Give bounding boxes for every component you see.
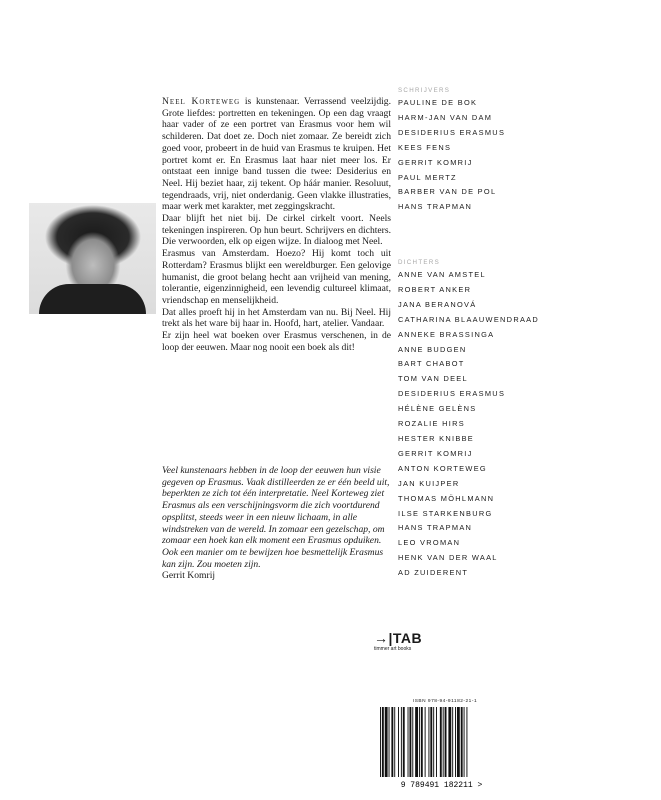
- barcode-bar: [394, 707, 395, 777]
- dichter-name: HANS TRAPMAN: [398, 523, 473, 533]
- barcode-bar: [466, 707, 467, 777]
- barcode-bar: [430, 707, 432, 777]
- dichter-name: JANA BERANOVÁ: [398, 299, 477, 309]
- paragraph-2: Daar blijft het niet bij. De cirkel cirkelt voort. Neels tekeningen inspireren. Op hun beurt. Schrijvers en dichters. Die verwoorden, elk op eigen wijze. In dialoog met Neel.: [162, 213, 391, 248]
- quote-text: Veel kunstenaars hebben in de loop der eeuwen hun visie gegeven op Erasmus. Vaak distilleerden ze er één beeld uit, beperkten ze zich tot één interpretatie. Neel Korteweg ziet Erasmus als een verschijningsvorm die zich voortdurend opsplitst, steeds weer in een nieuw lichaam, in alle windstreken van de wereld. In zomaar een gezelschap, om zomaar een hoek kan elk moment een Erasmus opduiken. Ook een manier om te bewijzen hoe besmettelijk Erasmus kan zijn. Zou moeten zijn.: [162, 465, 390, 570]
- barcode-bar: [425, 707, 426, 777]
- publisher-name: timmer art books: [374, 646, 412, 652]
- barcode-bar: [382, 707, 384, 777]
- dichter-name: CATHARINA BLAAUWENDRAAD: [398, 314, 540, 324]
- isbn-label: ISBN 978-94-91182-21-1: [412, 699, 478, 704]
- dichter-name: JAN KUIJPER: [398, 478, 460, 488]
- barcode-bar: [385, 707, 388, 777]
- schrijver-name: GERRIT KOMRIJ: [398, 157, 473, 167]
- barcode-bar: [419, 707, 420, 777]
- barcode-bar: [391, 707, 393, 777]
- barcode-bar: [403, 707, 405, 777]
- paragraph-3: Erasmus van Amsterdam. Hoezo? Hij komt toch uit Rotterdam? Erasmus blijkt een wereldburger. Een gelovige humanist, die groot belang hecht aan vrijheid van mening, tolerantie, eigenzinnigheid, een levendig cultureel klimaat, vriendschap en menselijkheid.: [162, 248, 391, 306]
- dichter-name: BART CHABOT: [398, 359, 465, 369]
- portrait-shoulders: [39, 284, 146, 314]
- dichter-name: HENK VAN DER WAAL: [398, 553, 498, 563]
- dichters-names: [398, 268, 558, 581]
- barcode-digits: 9 789491 182211 >: [400, 781, 483, 789]
- dichters-list: [398, 258, 558, 581]
- schrijver-name: PAULINE DE BOK: [398, 98, 478, 107]
- barcode-bar: [433, 707, 434, 777]
- barcode-bar: [389, 707, 390, 777]
- schrijver-name: BARBER VAN DE POL: [398, 187, 497, 197]
- dichter-name: LEO VROMAN: [398, 538, 461, 548]
- dichter-name: THOMAS MÖHLMANN: [398, 493, 495, 503]
- barcode-bar: [461, 707, 463, 777]
- tab-logo-mark: →|TAB: [374, 630, 423, 646]
- dichter-name: GERRIT KOMRIJ: [398, 448, 473, 458]
- dichter-name: TOM VAN DEEL: [398, 374, 468, 384]
- barcode-bar: [408, 707, 409, 777]
- barcode-bar: [412, 707, 413, 777]
- isbn-barcode: [378, 707, 505, 789]
- dichter-name: DESIDERIUS ERASMUS: [398, 389, 506, 399]
- description-text: [162, 96, 391, 353]
- barcode-bar: [440, 707, 442, 777]
- author-name: Neel Korteweg: [162, 96, 241, 107]
- barcode-bar: [428, 707, 429, 777]
- dichter-name: ROZALIE HIRS: [398, 419, 465, 429]
- dichter-name: HÉLÈNE GELÈNS: [398, 404, 477, 414]
- barcode-bar: [445, 707, 447, 777]
- barcode-bar: [401, 707, 402, 777]
- dichter-name: AD ZUIDERENT: [398, 568, 469, 578]
- barcode-bar: [455, 707, 456, 777]
- author-portrait-photo: [29, 203, 156, 314]
- schrijvers-names: [398, 96, 558, 215]
- schrijvers-heading: SCHRIJVERS: [398, 87, 451, 94]
- barcode-bar: [398, 707, 399, 777]
- schrijver-name: HARM-JAN VAN DAM: [398, 112, 493, 122]
- barcode-bar: [380, 707, 381, 777]
- quote-signature: Gerrit Komrij: [162, 570, 216, 582]
- barcode-bar: [464, 707, 465, 777]
- barcode-bar: [415, 707, 418, 777]
- barcode-bar: [457, 707, 460, 777]
- barcode-bar: [409, 707, 411, 777]
- dichter-name: ANNE VAN AMSTEL: [398, 270, 486, 279]
- barcode-bar: [421, 707, 423, 777]
- schrijvers-list: [398, 86, 558, 215]
- dichter-name: ILSE STARKENBURG: [398, 508, 493, 518]
- barcode-bar: [448, 707, 451, 777]
- paragraph-5: Er zijn heel wat boeken over Erasmus verschenen, in de loop der eeuwen. Maar nog nooit een boek als dit!: [162, 330, 391, 353]
- publisher-logo: [374, 631, 434, 652]
- schrijver-name: HANS TRAPMAN: [398, 202, 473, 212]
- blurb-quote: [162, 465, 391, 582]
- schrijver-name: PAUL MERTZ: [398, 172, 457, 182]
- paragraph-1: Neel Korteweg is kunstenaar. Verrassend veelzijdig. Grote liefdes: portretten en tekeningen. Op een dag vraagt haar vader of ze een portret van Erasmus voor hem wil schilderen. Dat doet ze. Doch niet zomaar. Ze bereidt zich goed voor, probeert in de huid van Erasmus te kruipen. Het portret komt er. En Erasmus laat haar niet meer los. Er ontstaat een innige band tussen die twee: Desiderius en Neel. Hij beziet haar, zij tekent. Op háár manier. Resoluut, tegendraads, vrij, niet onderdanig. Geen vlakke illustraties, maar werk met karakter, met zeggingskracht.: [162, 96, 391, 213]
- schrijver-name: DESIDERIUS ERASMUS: [398, 127, 506, 137]
- dichter-name: ROBERT ANKER: [398, 284, 472, 294]
- dichter-name: ANNEKE BRASSINGA: [398, 329, 495, 339]
- paragraph-4: Dat alles proeft hij in het Amsterdam van nu. Bij Neel. Hij trekt als het ware bij haar in. Hoofd, hart, atelier. Vandaar.: [162, 306, 391, 330]
- barcode-bar: [452, 707, 453, 777]
- schrijver-name: KEES FENS: [398, 142, 452, 152]
- barcode-bar: [436, 707, 437, 777]
- dichter-name: ANTON KORTEWEG: [398, 463, 487, 473]
- dichter-name: HESTER KNIBBE: [398, 433, 475, 443]
- barcode-bar: [443, 707, 444, 777]
- dichter-name: ANNE BUDGEN: [398, 344, 467, 354]
- dichters-heading: DICHTERS: [398, 259, 441, 266]
